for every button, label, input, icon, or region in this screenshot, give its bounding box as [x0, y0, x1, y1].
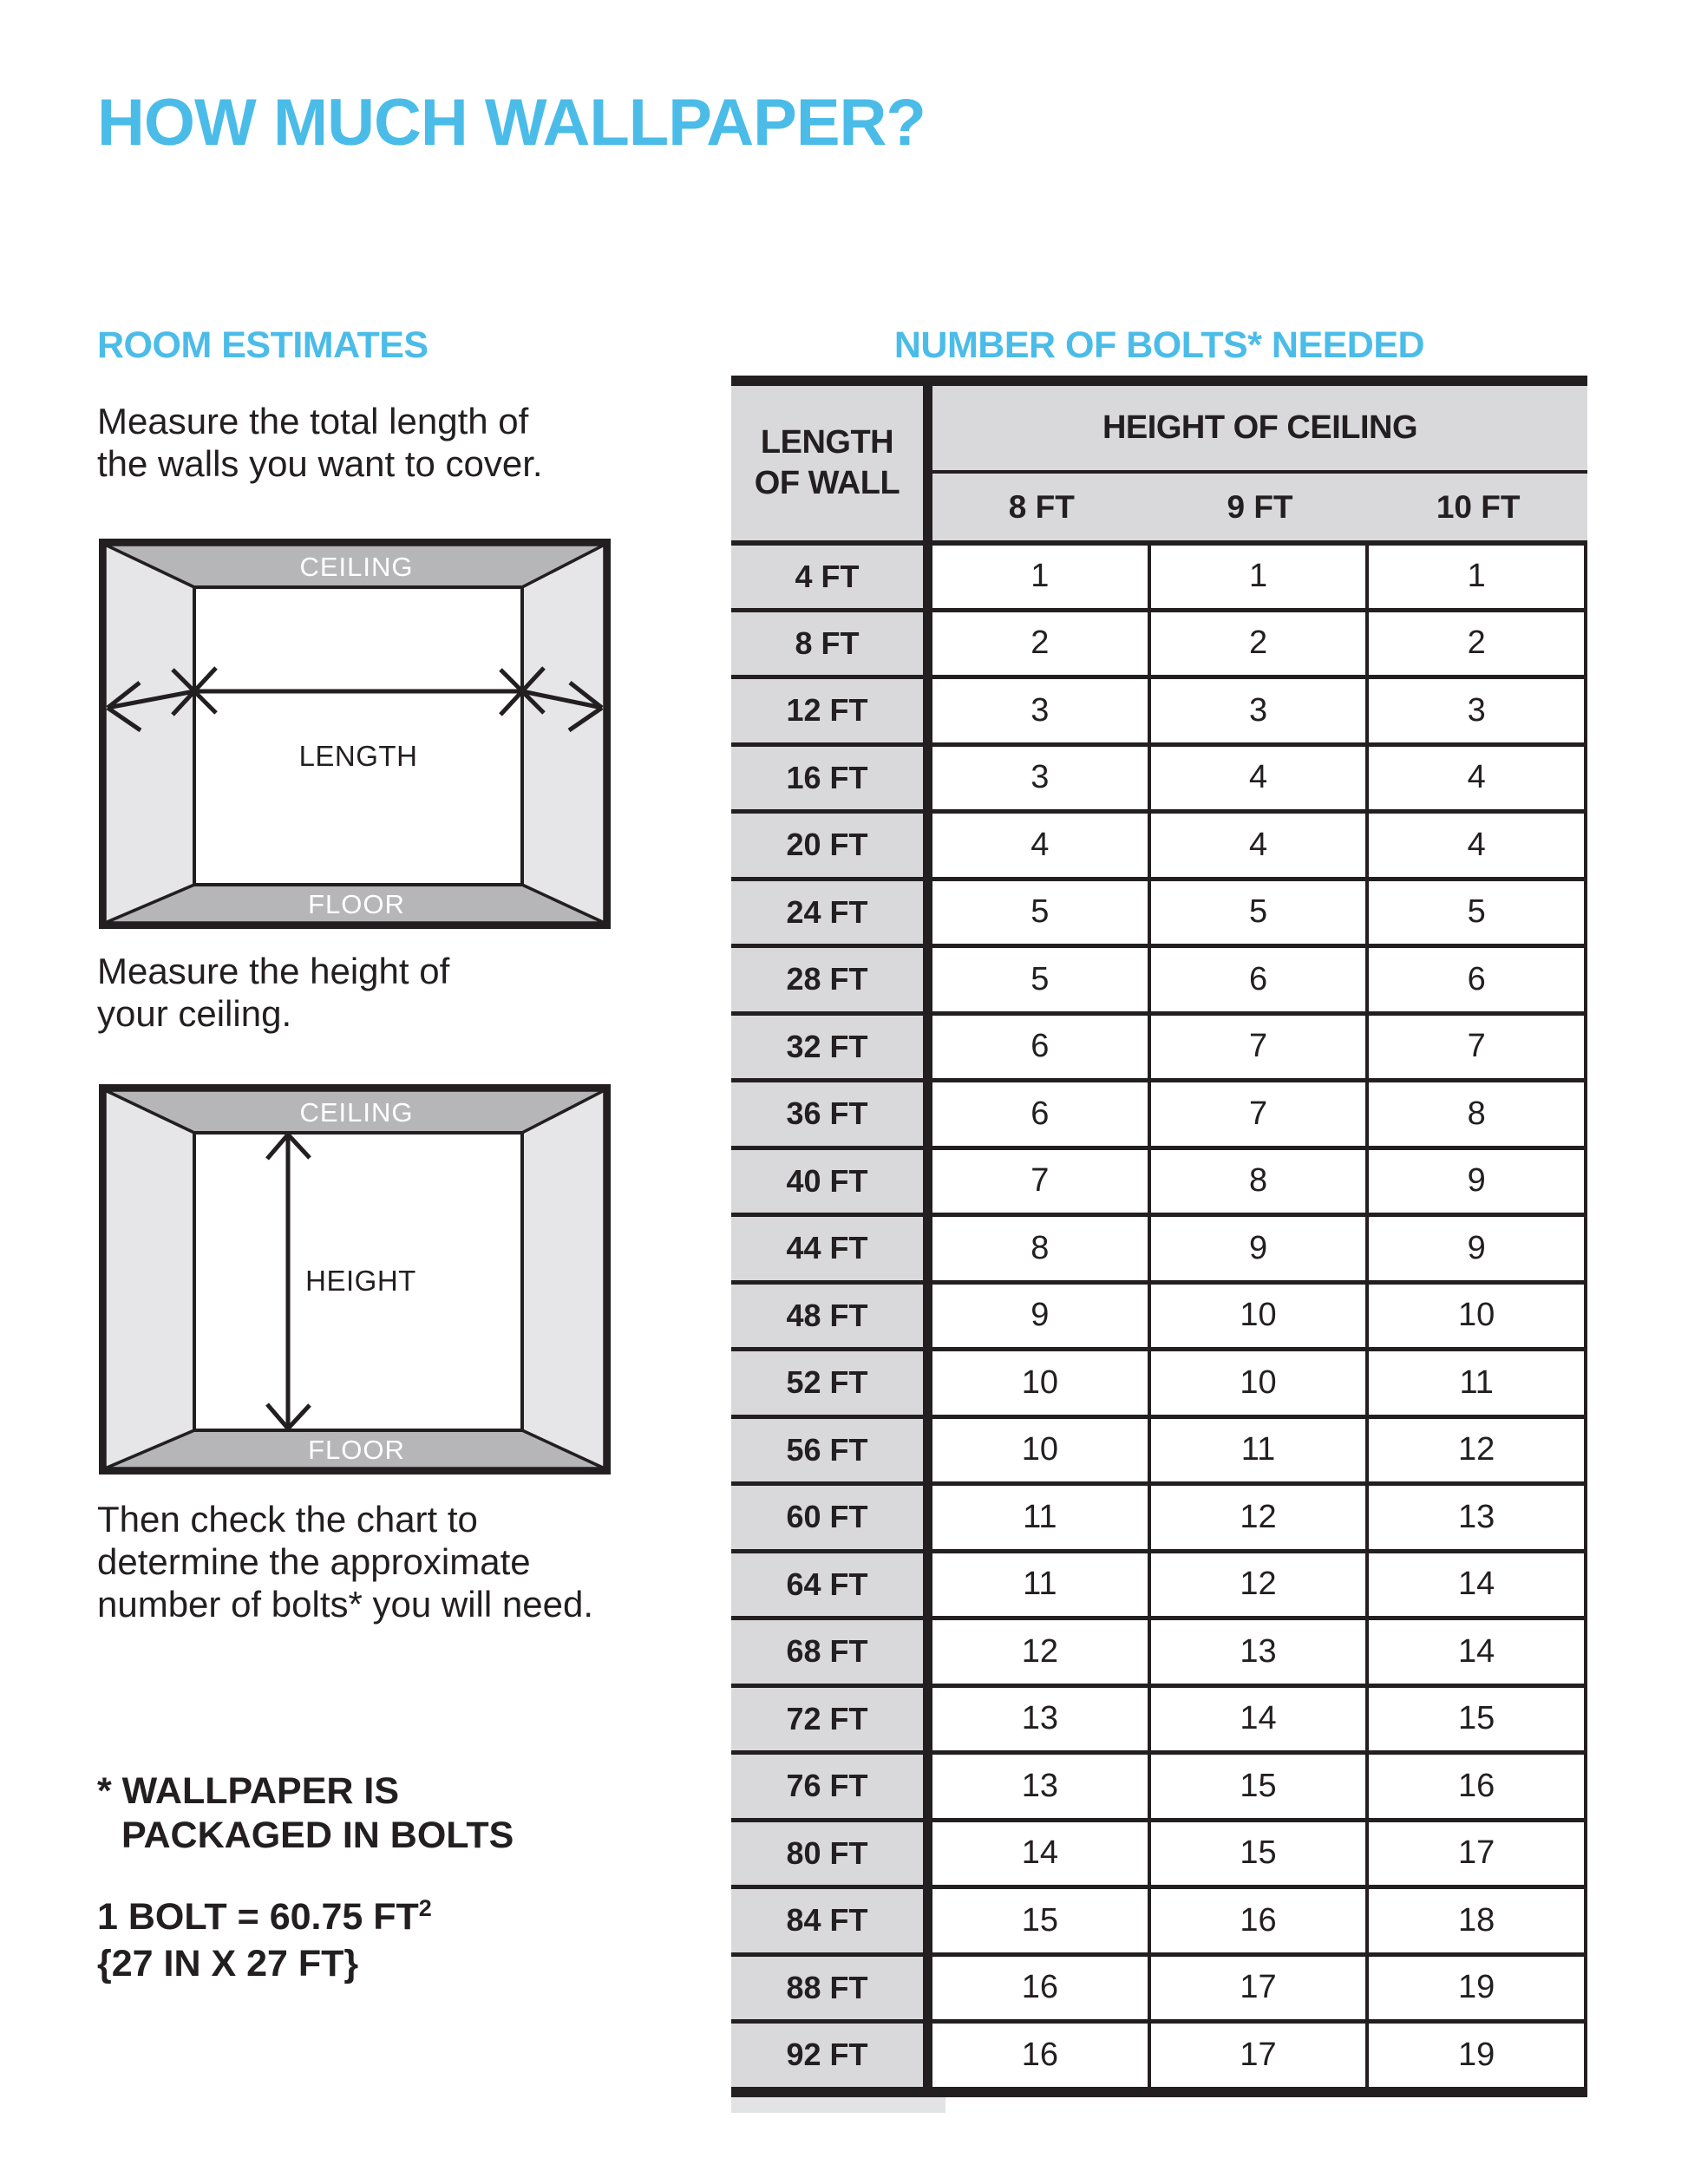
bolt-count-cell: 8	[1365, 1082, 1587, 1146]
text-line: Then check the chart to	[97, 1499, 478, 1540]
bolt-count-cell: 13	[1148, 1620, 1366, 1684]
bolt-count-cell: 12	[1365, 1419, 1587, 1482]
ceiling-height-header-group	[932, 386, 1587, 540]
bolt-count-cell: 7	[1148, 1082, 1366, 1146]
table-row	[731, 1280, 1587, 1348]
row-wall-length-label: 72 FT	[731, 1688, 932, 1751]
row-wall-length-label: 56 FT	[731, 1419, 932, 1482]
bolt-count-cell: 4	[1365, 747, 1587, 810]
table-row	[731, 2019, 1587, 2087]
bolt-count-cell: 17	[1148, 1957, 1366, 2020]
row-wall-length-label: 68 FT	[731, 1620, 932, 1684]
text-line: your ceiling.	[97, 993, 292, 1034]
right-wall-panel	[522, 545, 605, 923]
table-row	[731, 1818, 1587, 1886]
left-wall-panel	[105, 545, 194, 923]
height-label: HEIGHT	[305, 1265, 416, 1297]
room-perspective-length	[99, 539, 611, 929]
length-diagram	[99, 539, 611, 929]
table-row	[731, 1481, 1587, 1549]
table-header	[731, 386, 1587, 540]
bolt-count-cell: 9	[932, 1285, 1148, 1348]
table-row	[731, 1616, 1587, 1684]
squared-superscript: 2	[418, 1895, 432, 1921]
bolt-count-cell: 1	[1148, 546, 1366, 608]
bolt-count-cell: 8	[1148, 1150, 1366, 1213]
table-row	[731, 877, 1587, 945]
bolt-count-cell: 11	[1148, 1419, 1366, 1482]
bolt-count-cell: 10	[932, 1419, 1148, 1482]
bolt-count-cell: 13	[932, 1688, 1148, 1751]
bolt-count-cell: 16	[1148, 1889, 1366, 1952]
row-wall-length-label: 76 FT	[731, 1755, 932, 1818]
room-estimates-heading: ROOM ESTIMATES	[97, 324, 429, 366]
bolt-count-cell: 12	[1148, 1553, 1366, 1617]
bolt-count-cell: 17	[1365, 1822, 1587, 1886]
text-line: Measure the height of	[97, 951, 450, 991]
label-column-stub	[731, 2097, 945, 2113]
bolt-count-cell: 3	[932, 747, 1148, 810]
table-row	[731, 1750, 1587, 1818]
bolt-count-cell: 3	[932, 679, 1148, 742]
bolt-count-cell: 6	[932, 1082, 1148, 1146]
bolt-count-cell: 15	[932, 1889, 1148, 1952]
bolt-count-cell: 3	[1365, 679, 1587, 742]
row-wall-length-label: 16 FT	[731, 747, 932, 810]
bolt-count-cell: 16	[932, 2024, 1148, 2087]
table-row	[731, 809, 1587, 877]
wallpaper-bolts-footnote	[97, 1769, 514, 1858]
bolt-count-cell: 10	[1148, 1285, 1366, 1348]
bolt-count-cell: 9	[1148, 1217, 1366, 1280]
bolt-count-cell: 4	[1148, 814, 1366, 877]
step3-instructions	[97, 1498, 593, 1625]
bolt-count-cell: 16	[1365, 1755, 1587, 1818]
step1-instructions	[97, 400, 543, 485]
table-row	[731, 1011, 1587, 1079]
bolt-count-cell: 4	[932, 814, 1148, 877]
text-line: number of bolts* you will need.	[97, 1584, 593, 1625]
bolts-needed-table	[731, 376, 1587, 2113]
bolt-count-cell: 5	[932, 881, 1148, 945]
height-diagram	[99, 1084, 611, 1475]
bolt-count-cell: 19	[1365, 1957, 1587, 2020]
text-line: PACKAGED IN BOLTS	[121, 1815, 514, 1856]
bolt-count-cell: 11	[1365, 1351, 1587, 1415]
col-header-8ft: 8 FT	[1008, 488, 1075, 525]
text-line: determine the approximate	[97, 1541, 531, 1582]
corner-header-length-of-wall	[731, 386, 932, 540]
bolt-count-cell: 14	[1365, 1553, 1587, 1617]
table-row	[731, 1078, 1587, 1146]
bolt-count-cell: 10	[1148, 1351, 1366, 1415]
bolt-count-cell: 16	[932, 1957, 1148, 2020]
bolt-count-cell: 10	[932, 1351, 1148, 1415]
table-row	[731, 675, 1587, 742]
bolt-count-cell: 9	[1365, 1217, 1587, 1280]
table-top-bar	[731, 376, 1587, 386]
group-header-height-of-ceiling: HEIGHT OF CEILING	[932, 386, 1587, 474]
bolt-count-cell: 7	[1365, 1016, 1587, 1079]
row-wall-length-label: 84 FT	[731, 1889, 932, 1952]
bolt-area-text: 1 BOLT = 60.75 FT	[97, 1896, 419, 1938]
bolt-count-cell: 14	[1365, 1620, 1587, 1684]
table-row	[731, 1146, 1587, 1213]
bolt-count-cell: 2	[1148, 612, 1366, 676]
bolt-count-cell: 18	[1365, 1889, 1587, 1952]
row-wall-length-label: 60 FT	[731, 1486, 932, 1549]
left-wall-panel	[105, 1090, 194, 1468]
bolt-count-cell: 15	[1365, 1688, 1587, 1751]
bolt-count-cell: 5	[1148, 881, 1366, 945]
row-wall-length-label: 4 FT	[731, 546, 932, 608]
bolt-count-cell: 6	[1148, 948, 1366, 1011]
bolt-count-cell: 12	[1148, 1486, 1366, 1549]
bolt-count-cell: 8	[932, 1217, 1148, 1280]
row-wall-length-label: 40 FT	[731, 1150, 932, 1213]
floor-label: FLOOR	[308, 889, 405, 919]
right-wall-panel	[522, 1090, 605, 1468]
table-row	[731, 1347, 1587, 1415]
row-wall-length-label: 32 FT	[731, 1016, 932, 1079]
bolt-count-cell: 7	[1148, 1016, 1366, 1079]
table-row	[731, 1415, 1587, 1482]
bolt-count-cell: 3	[1148, 679, 1366, 742]
ceiling-label: CEILING	[299, 552, 414, 582]
bolt-count-cell: 11	[932, 1553, 1148, 1617]
page-title: HOW MUCH WALLPAPER?	[97, 86, 926, 160]
back-wall-panel	[194, 587, 522, 885]
row-wall-length-label: 12 FT	[731, 679, 932, 742]
bolt-count-cell: 17	[1148, 2024, 1366, 2087]
room-perspective-height	[99, 1084, 611, 1475]
table-row	[731, 540, 1587, 608]
bolt-size-spec	[97, 1896, 432, 1985]
bolt-dimensions-line: {27 IN X 27 FT}	[97, 1943, 359, 1985]
bolt-count-cell: 2	[1365, 612, 1587, 676]
bolt-count-cell: 11	[932, 1486, 1148, 1549]
floor-label: FLOOR	[308, 1435, 405, 1465]
text-line: Measure the total length of	[97, 401, 529, 441]
bolt-count-cell: 15	[1148, 1755, 1366, 1818]
bolt-count-cell: 5	[932, 948, 1148, 1011]
bolt-count-cell: 5	[1365, 881, 1587, 945]
row-wall-length-label: 80 FT	[731, 1822, 932, 1886]
bolt-count-cell: 6	[932, 1016, 1148, 1079]
table-row	[731, 944, 1587, 1011]
row-wall-length-label: 52 FT	[731, 1351, 932, 1415]
row-wall-length-label: 48 FT	[731, 1285, 932, 1348]
bolt-count-cell: 14	[1148, 1688, 1366, 1751]
text-line: the walls you want to cover.	[97, 443, 543, 484]
col-header-9ft: 9 FT	[1227, 488, 1293, 525]
table-row	[731, 1885, 1587, 1952]
row-wall-length-label: 88 FT	[731, 1957, 932, 2020]
bolt-count-cell: 13	[932, 1755, 1148, 1818]
table-row	[731, 1684, 1587, 1751]
row-wall-length-label: 20 FT	[731, 814, 932, 877]
corner-header-line: LENGTH	[760, 424, 894, 461]
table-row	[731, 742, 1587, 810]
row-wall-length-label: 44 FT	[731, 1217, 932, 1280]
row-wall-length-label: 28 FT	[731, 948, 932, 1011]
row-wall-length-label: 64 FT	[731, 1553, 932, 1617]
ceiling-label: CEILING	[299, 1097, 414, 1128]
bolt-count-cell: 1	[932, 546, 1148, 608]
bolt-count-cell: 12	[932, 1620, 1148, 1684]
bolt-count-cell: 10	[1365, 1285, 1587, 1348]
bolt-count-cell: 14	[932, 1822, 1148, 1886]
bolt-count-cell: 2	[932, 612, 1148, 676]
bolt-count-cell: 4	[1365, 814, 1587, 877]
step2-instructions	[97, 950, 449, 1035]
text-line: * WALLPAPER IS	[97, 1770, 400, 1812]
col-header-10ft: 10 FT	[1436, 488, 1521, 525]
table-bottom-bar	[731, 2087, 1587, 2097]
length-label: LENGTH	[298, 740, 418, 772]
row-wall-length-label: 8 FT	[731, 612, 932, 676]
row-wall-length-label: 24 FT	[731, 881, 932, 945]
table-row	[731, 608, 1587, 676]
bolt-count-cell: 6	[1365, 948, 1587, 1011]
table-row	[731, 1549, 1587, 1617]
bolt-count-cell: 15	[1148, 1822, 1366, 1886]
table-row	[731, 1213, 1587, 1280]
bolt-count-cell: 19	[1365, 2024, 1587, 2087]
table-row	[731, 1952, 1587, 2020]
bolt-count-cell: 7	[932, 1150, 1148, 1213]
corner-header-line: OF WALL	[754, 465, 900, 501]
bolts-needed-heading: NUMBER OF BOLTS* NEEDED	[893, 324, 1425, 366]
table-body	[731, 540, 1587, 2087]
bolt-area-line	[97, 1896, 432, 1943]
bolt-count-cell: 4	[1148, 747, 1366, 810]
column-headers-row	[932, 474, 1587, 540]
row-wall-length-label: 36 FT	[731, 1082, 932, 1146]
bolt-count-cell: 13	[1365, 1486, 1587, 1549]
bolt-count-cell: 9	[1365, 1150, 1587, 1213]
bolt-count-cell: 1	[1365, 546, 1587, 608]
row-wall-length-label: 92 FT	[731, 2024, 932, 2087]
